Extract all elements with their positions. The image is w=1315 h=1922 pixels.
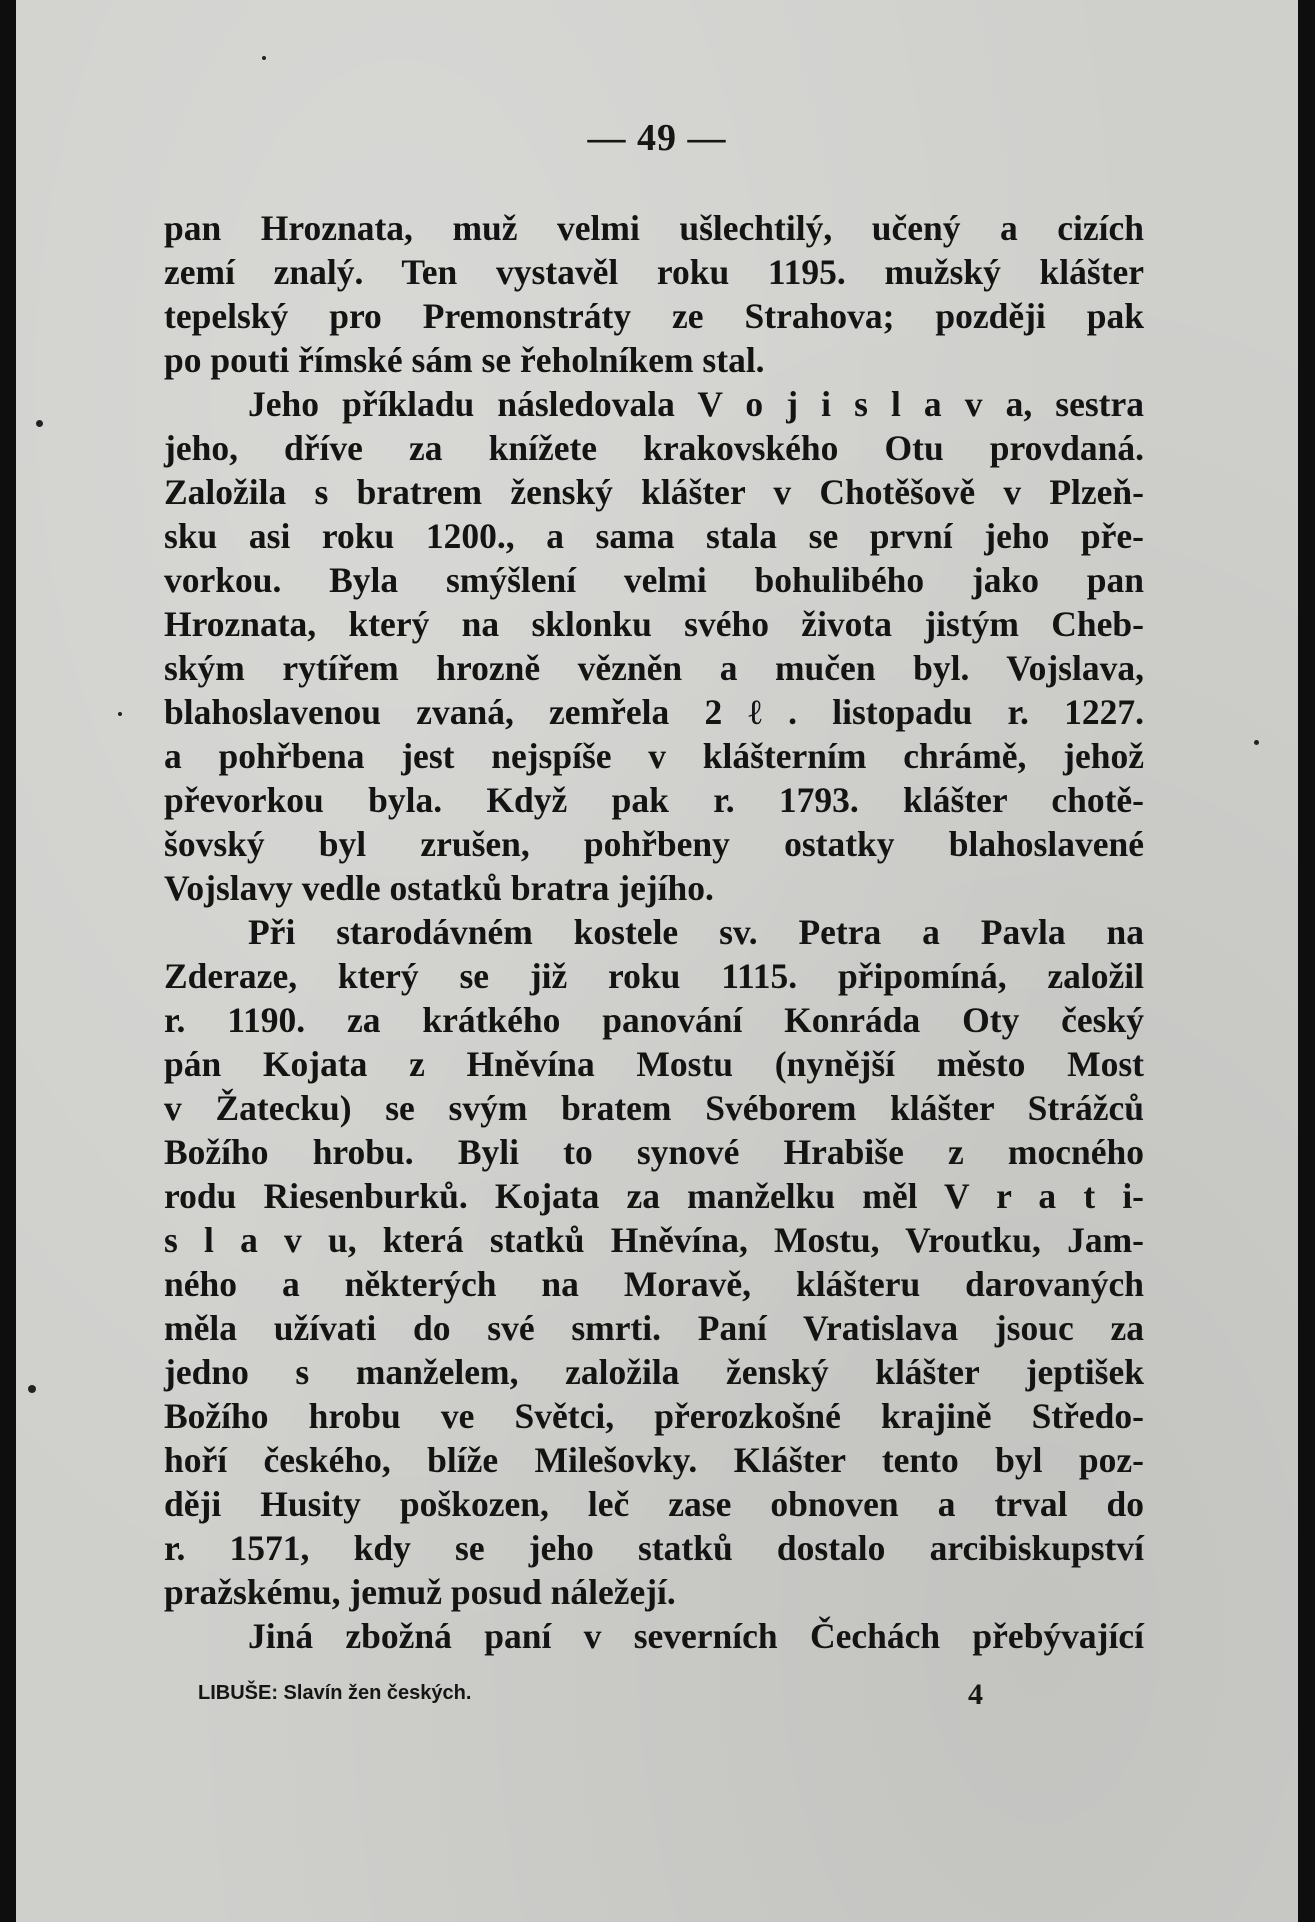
- text-line: měla užívati do své smrti. Paní Vratislava jsouc za: [164, 1308, 1144, 1348]
- text-line: pan Hroznata, muž velmi ušlechtilý, učený a cizích: [164, 208, 1144, 248]
- text-line: ským rytířem hrozně vězněn a mučen byl. Vojslava,: [164, 648, 1144, 688]
- text-line: Vojslavy vedle ostatků bratra jejího.: [164, 868, 714, 908]
- page-number: — 49 —: [587, 117, 727, 159]
- text-line: Při starodávném kostele sv. Petra a Pavla na: [248, 912, 1144, 952]
- body-text: [164, 206, 1144, 1658]
- text-line: Božího hrobu ve Světci, přerozkošné krajině Středo-: [164, 1396, 1144, 1436]
- text-line: převorkou byla. Když pak r. 1793. klášter chotě-: [164, 780, 1144, 820]
- text-line: r. 1571, kdy se jeho statků dostalo arcibiskupství: [164, 1528, 1144, 1568]
- text-line: a pohřbena jest nejspíše v klášterním chrámě, jehož: [164, 736, 1144, 776]
- text-line: ději Husity poškozen, leč zase obnoven a trval do: [164, 1484, 1144, 1524]
- speck: [28, 1385, 36, 1393]
- book-page: [16, 0, 1298, 1922]
- text-line: jedno s manželem, založila ženský klášter jeptišek: [164, 1352, 1144, 1392]
- sheet-signature-mark: 4: [968, 1678, 983, 1711]
- text-line: pán Kojata z Hněvína Mostu (nynější město Most: [164, 1044, 1144, 1084]
- speck: [118, 712, 122, 716]
- text-line: r. 1190. za krátkého panování Konráda Oty český: [164, 1000, 1144, 1040]
- text-line: zemí znalý. Ten vystavěl roku 1195. mužský klášter: [164, 252, 1144, 292]
- speck: [36, 420, 43, 427]
- text-line: po pouti římské sám se řeholníkem stal.: [164, 340, 765, 380]
- text-line: s l a v u, která statků Hněvína, Mostu, Vroutku, Jam-: [164, 1220, 1144, 1260]
- text-line: hoří českého, blíže Milešovky. Klášter tento byl poz-: [164, 1440, 1144, 1480]
- text-line: v Žatecku) se svým bratem Svéborem klášter Strážců: [164, 1088, 1144, 1128]
- text-line: Jeho příkladu následovala V o j i s l a v a, sestra: [248, 384, 1144, 424]
- text-line: Božího hrobu. Byli to synové Hrabiše z mocného: [164, 1132, 1144, 1172]
- text-line: Hroznata, který na sklonku svého života jistým Cheb-: [164, 604, 1144, 644]
- text-line: Jiná zbožná paní v severních Čechách přebývající: [248, 1616, 1144, 1656]
- text-line: pražskému, jemuž posud náležejí.: [164, 1572, 676, 1612]
- footer-signature-line: LIBUŠE: Slavín žen českých.: [198, 1682, 472, 1704]
- text-line: ného a některých na Moravě, klášteru darovaných: [164, 1264, 1144, 1304]
- speck: [262, 56, 266, 60]
- scan-right-border: [1298, 0, 1315, 1922]
- scan-left-border: [0, 0, 16, 1922]
- text-line: tepelský pro Premonstráty ze Strahova; později pak: [164, 296, 1144, 336]
- text-line: sku asi roku 1200., a sama stala se první jeho pře-: [164, 516, 1144, 556]
- text-line: šovský byl zrušen, pohřbeny ostatky blahoslavené: [164, 824, 1144, 864]
- text-line: vorkou. Byla smýšlení velmi bohulibého jako pan: [164, 560, 1144, 600]
- text-line: rodu Riesenburků. Kojata za manželku měl V r a t i-: [164, 1176, 1144, 1216]
- text-line: Zderaze, který se již roku 1115. připomíná, založil: [164, 956, 1144, 996]
- text-line: Založila s bratrem ženský klášter v Chotěšově v Plzeň-: [164, 472, 1144, 512]
- speck: [1254, 740, 1259, 745]
- text-line: blahoslavenou zvaná, zemřela 2ℓ. listopadu r. 1227.: [164, 692, 1144, 732]
- text-line: jeho, dříve za knížete krakovského Otu provdaná.: [164, 428, 1144, 468]
